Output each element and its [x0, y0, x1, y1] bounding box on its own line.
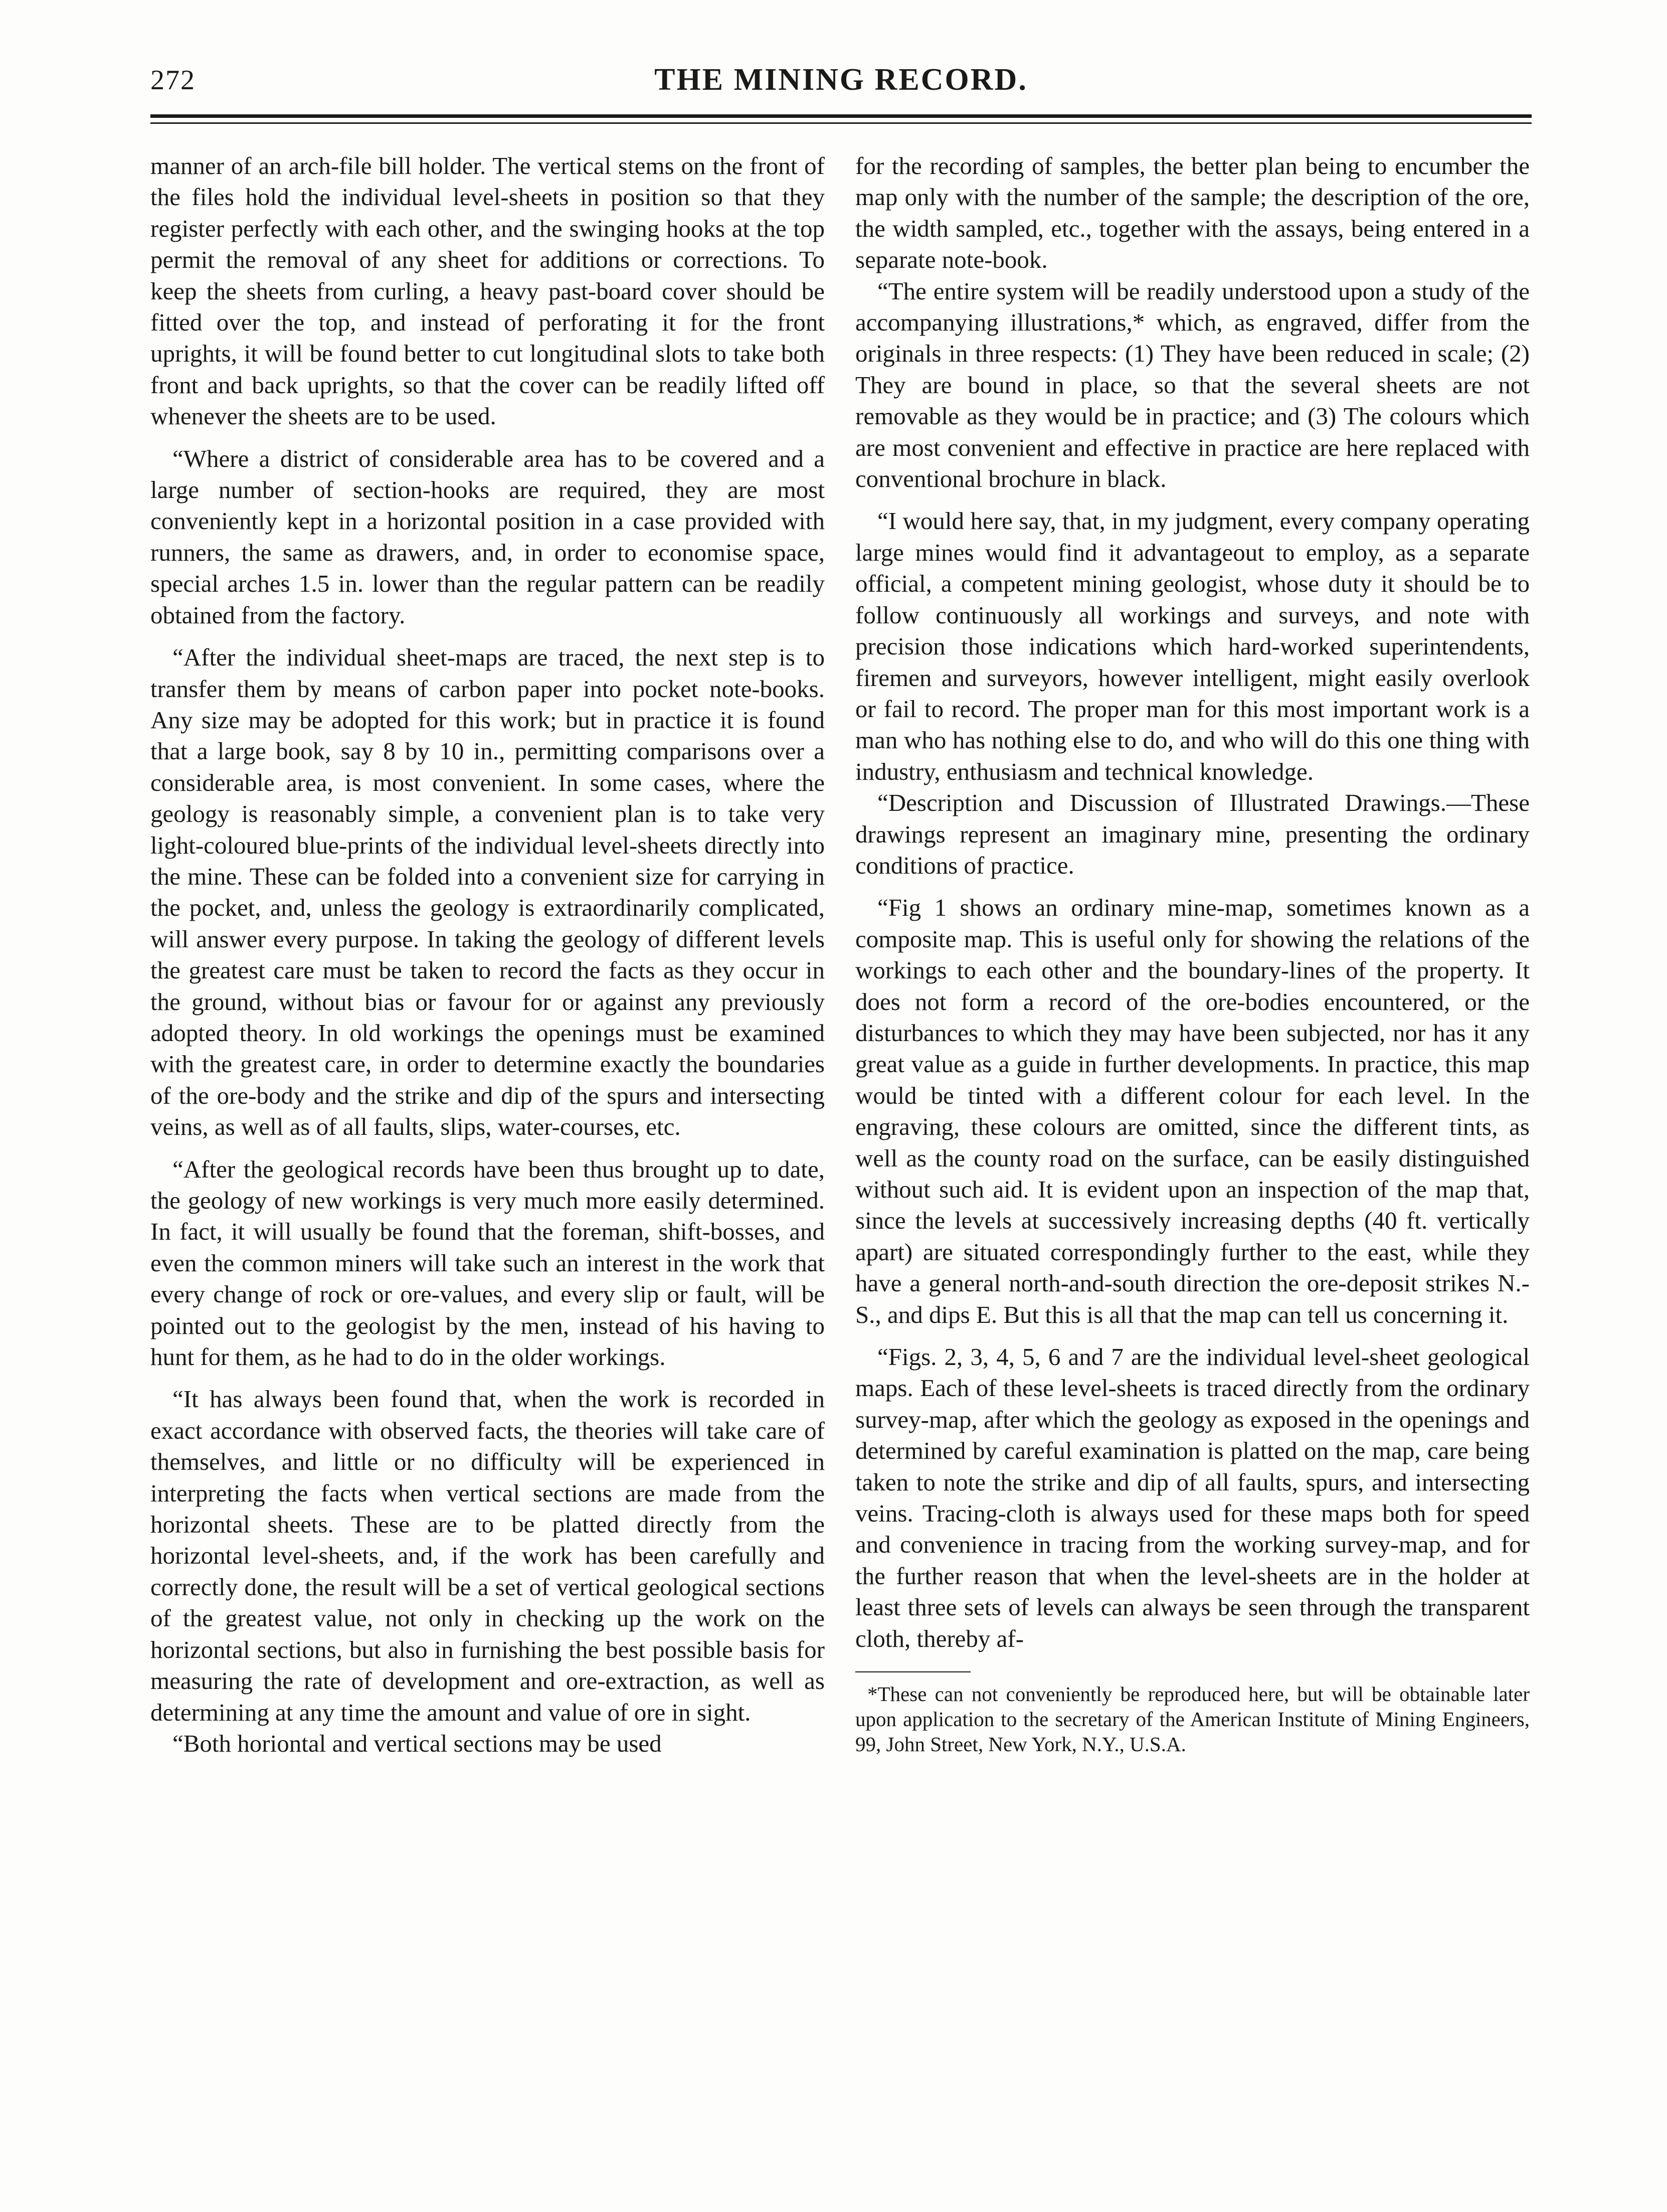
paragraph: “Fig 1 shows an ordinary mine-map, sometimes known as a composite map. This is useful only for showing the relations of the workings to each other and the boundary-lines of the property. It does not form a record of the ore-bodies encountered, or the disturbances to which they may have been subjected, nor has it any great value as a guide in further developments. In practice, this map would be tinted with a different colour for each level. In the engraving, these colours are omitted, since the different tints, as well as the county road on the surface, can be easily distinguished without such aid. It is evident upon an inspection of the map that, since the levels at successively increasing depths (40 ft. vertically apart) are situated correspondingly further to the east, while they have a general north-and-south direction the ore-deposit strikes N.-S., and dips E. But this is all that the map can tell us concerning it. — [855, 894, 1530, 1328]
paragraph: manner of an arch-file bill holder. The vertical stems on the front of the files hold the individual level-sheets in position so that they register perfectly with each other, and the swinging hooks at the top permit the removal of any sheet for additions or corrections. To keep the sheets from curling, a heavy past-board cover should be fitted over the top, and instead of perforating it for the front uprights, it will be found better to cut longitudinal slots to take both front and back uprights, so that the cover can be readily lifted off whenever the sheets are to be used. — [150, 152, 825, 430]
paragraph: “The entire system will be readily understood upon a study of the accompanying illustrations,* which, as engraved, differ from the originals in three respects: (1) They have been reduced in scale; (2) They are bound in place, so that the several sheets are not removable as they would be in practice; and (3) The colours which are most convenient and effective in practice are here replaced with conventional brochure in black. — [855, 277, 1530, 493]
paragraph: for the recording of samples, the better plan being to encumber the map only with the number of the sample; the description of the ore, the width sampled, etc., together with the assays, being entered in a separate note-book. — [855, 152, 1530, 274]
footnote: *These can not conveniently be reproduced here, but will be obtainable later upon application to the secretary of the American Institute of Mining Engineers, 99, John Street, New York, N.Y., U.S.A. — [855, 1682, 1530, 1756]
paragraph: “Description and Discussion of Illustrated Drawings.—These drawings represent an imaginary mine, presenting the ordinary conditions of practice. — [855, 789, 1530, 879]
paragraph: “Where a district of considerable area has to be covered and a large number of section-hooks are required, they are most conveniently kept in a horizontal position in a case provided with runners, the same as drawers, and, in order to economise space, special arches 1.5 in. lower than the regular pattern can be readily obtained from the factory. — [150, 444, 825, 629]
paragraph: “After the geological records have been thus brought up to date, the geology of new workings is very much more easily determined. In fact, it will usually be found that the foreman, shift-bosses, and even the common miners will take such an interest in the work that every change of rock or ore-values, and every slip or fault, will be pointed out to the geologist by the men, instead of his having to hunt for them, as he had to do in the older workings. — [150, 1155, 825, 1371]
page-number: 272 — [150, 65, 196, 96]
journal-title: THE MINING RECORD. — [654, 63, 1028, 97]
header-rule-thick — [150, 114, 1532, 118]
right-column — [855, 150, 1530, 1757]
paragraph: “I would here say, that, in my judgment, every company operating large mines would find it advantageout to employ, as a separate official, a competent mining geologist, whose duty it should be to follow continuously all workings and surveys, and note with precision those indications which hard-worked superintendents, firemen and surveyors, however intelligent, might easily overlook or fail to record. The proper man for this most important work is a man who has nothing else to do, and who will do this one thing with industry, enthusiasm and technical knowledge. — [855, 507, 1530, 785]
left-column — [150, 150, 825, 1759]
header-rule-thin — [150, 122, 1532, 124]
paragraph: “It has always been found that, when the work is recorded in exact accordance with observed facts, the theories will take care of themselves, and little or no difficulty will be experienced in interpreting the facts when vertical sections are made from the horizontal sheets. These are to be platted directly from the horizontal level-sheets, and, if the work has been carefully and correctly done, the result will be a set of vertical geological sections of the greatest value, not only in checking up the work on the horizontal sections, but also in furnishing the best possible basis for measuring the rate of development and ore-extraction, as well as determining at any time the amount and value of ore in sight. — [150, 1385, 825, 1726]
paragraph: “Both horiontal and vertical sections may be used — [172, 1729, 662, 1757]
page-header — [150, 55, 1532, 110]
paragraph: “Figs. 2, 3, 4, 5, 6 and 7 are the individual level-sheet geological maps. Each of these level-sheets is traced directly from the ordinary survey-map, after which the geology as exposed in the openings and determined by careful examination is platted on the map, care being taken to note the strike and dip of all faults, spurs, and intersecting veins. Tracing-cloth is always used for these maps both for speed and convenience in tracing from the working survey-map, and for the further reason that when the level-sheets are in the holder at least three sets of levels can always be seen through the transparent cloth, thereby af- — [855, 1343, 1530, 1652]
paragraph: “After the individual sheet-maps are traced, the next step is to transfer them by means of carbon paper into pocket note-books. Any size may be adopted for this work; but in practice it is found that a large book, say 8 by 10 in., permitting comparisons over a considerable area, is most convenient. In some cases, where the geology is reasonably simple, a convenient plan is to take very light-coloured blue-prints of the individual level-sheets directly into the mine. These can be folded into a convenient size for carrying in the pocket, and, unless the geology is extraordinarily complicated, will answer every purpose. In taking the geology of different levels the greatest care must be taken to record the facts as they occur in the ground, without bias or favour for or against any previously adopted theory. In old workings the openings must be examined with the greatest care, in order to determine exactly the boundaries of the ore-body and the strike and dip of the spurs and intersecting veins, as well as of all faults, slips, water-courses, etc. — [150, 643, 825, 1141]
footnote-separator — [855, 1671, 971, 1672]
